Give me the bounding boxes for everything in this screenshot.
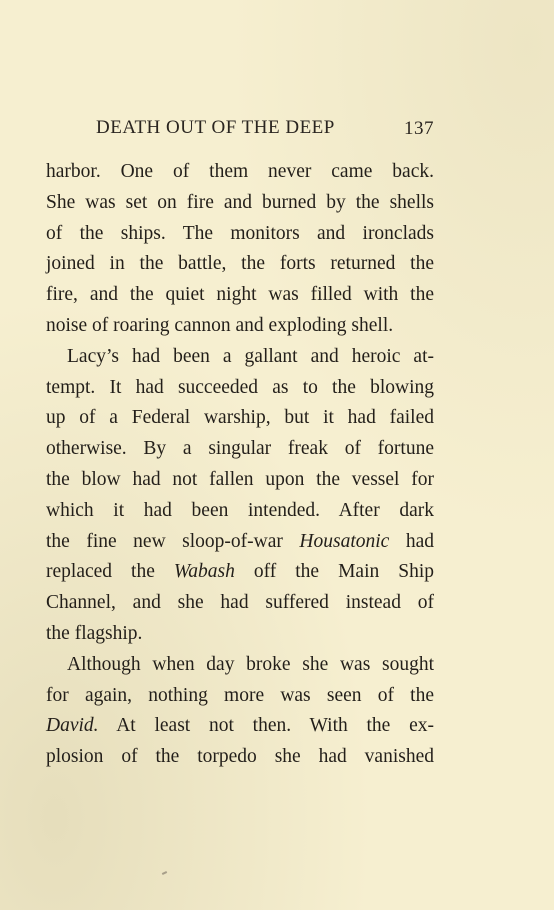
text-run: She was set on fire and burned by the shells	[46, 191, 434, 213]
text-line	[46, 311, 434, 342]
text-line	[46, 588, 434, 619]
text-run: noise of roaring cannon and exploding shell.	[46, 314, 394, 336]
text-line	[46, 557, 434, 588]
text-line	[46, 527, 434, 558]
italic-text: Wabash	[173, 561, 235, 583]
paper-speck	[162, 871, 167, 875]
text-line	[46, 219, 434, 250]
text-run: the flagship.	[46, 622, 143, 644]
text-line	[46, 711, 434, 742]
text-run: Lacy’s had been a gallant and heroic at-	[67, 345, 434, 367]
text-run: of the ships. The monitors and ironclads	[46, 222, 434, 244]
italic-text: David.	[46, 715, 99, 737]
text-line	[46, 342, 434, 373]
text-run: fire, and the quiet night was filled with the	[46, 284, 434, 306]
page-number: 137	[404, 118, 434, 139]
text-run: the blow had not fallen upon the vessel for	[46, 468, 434, 490]
text-line	[46, 650, 434, 681]
text-run: plosion of the torpedo she had vanished	[46, 746, 434, 768]
text-line	[46, 465, 434, 496]
text-run: harbor. One of them never came back.	[46, 161, 434, 182]
text-run: had	[389, 530, 434, 552]
text-run: At least not then. With the ex-	[98, 715, 434, 737]
text-line	[46, 280, 434, 311]
text-line	[46, 742, 434, 773]
text-run: joined in the battle, the forts returned the	[46, 253, 434, 275]
text-run: off the Main Ship	[234, 561, 434, 583]
text-run: for again, nothing more was seen of the	[46, 684, 434, 706]
text-line	[46, 403, 434, 434]
body-text	[46, 157, 434, 773]
text-line	[46, 681, 434, 712]
text-line	[46, 157, 434, 188]
text-line	[46, 619, 434, 650]
text-run: tempt. It had succeeded as to the blowing	[46, 376, 434, 398]
text-line	[46, 434, 434, 465]
text-line	[46, 188, 434, 219]
text-run: Channel, and she had suffered instead of	[46, 592, 434, 614]
text-run: which it had been intended. After dark	[46, 499, 434, 521]
italic-text: Housatonic	[299, 530, 390, 552]
chapter-title: DEATH OUT OF THE DEEP	[96, 117, 335, 138]
text-line	[46, 249, 434, 280]
text-run: replaced the	[46, 561, 174, 583]
text-run: up of a Federal warship, but it had failed	[46, 407, 434, 429]
text-line	[46, 373, 434, 404]
text-line	[46, 496, 434, 527]
text-run: otherwise. By a singular freak of fortune	[46, 438, 434, 460]
text-run: Although when day broke she was sought	[67, 653, 434, 675]
text-run: the fine new sloop-of-war	[46, 530, 300, 552]
